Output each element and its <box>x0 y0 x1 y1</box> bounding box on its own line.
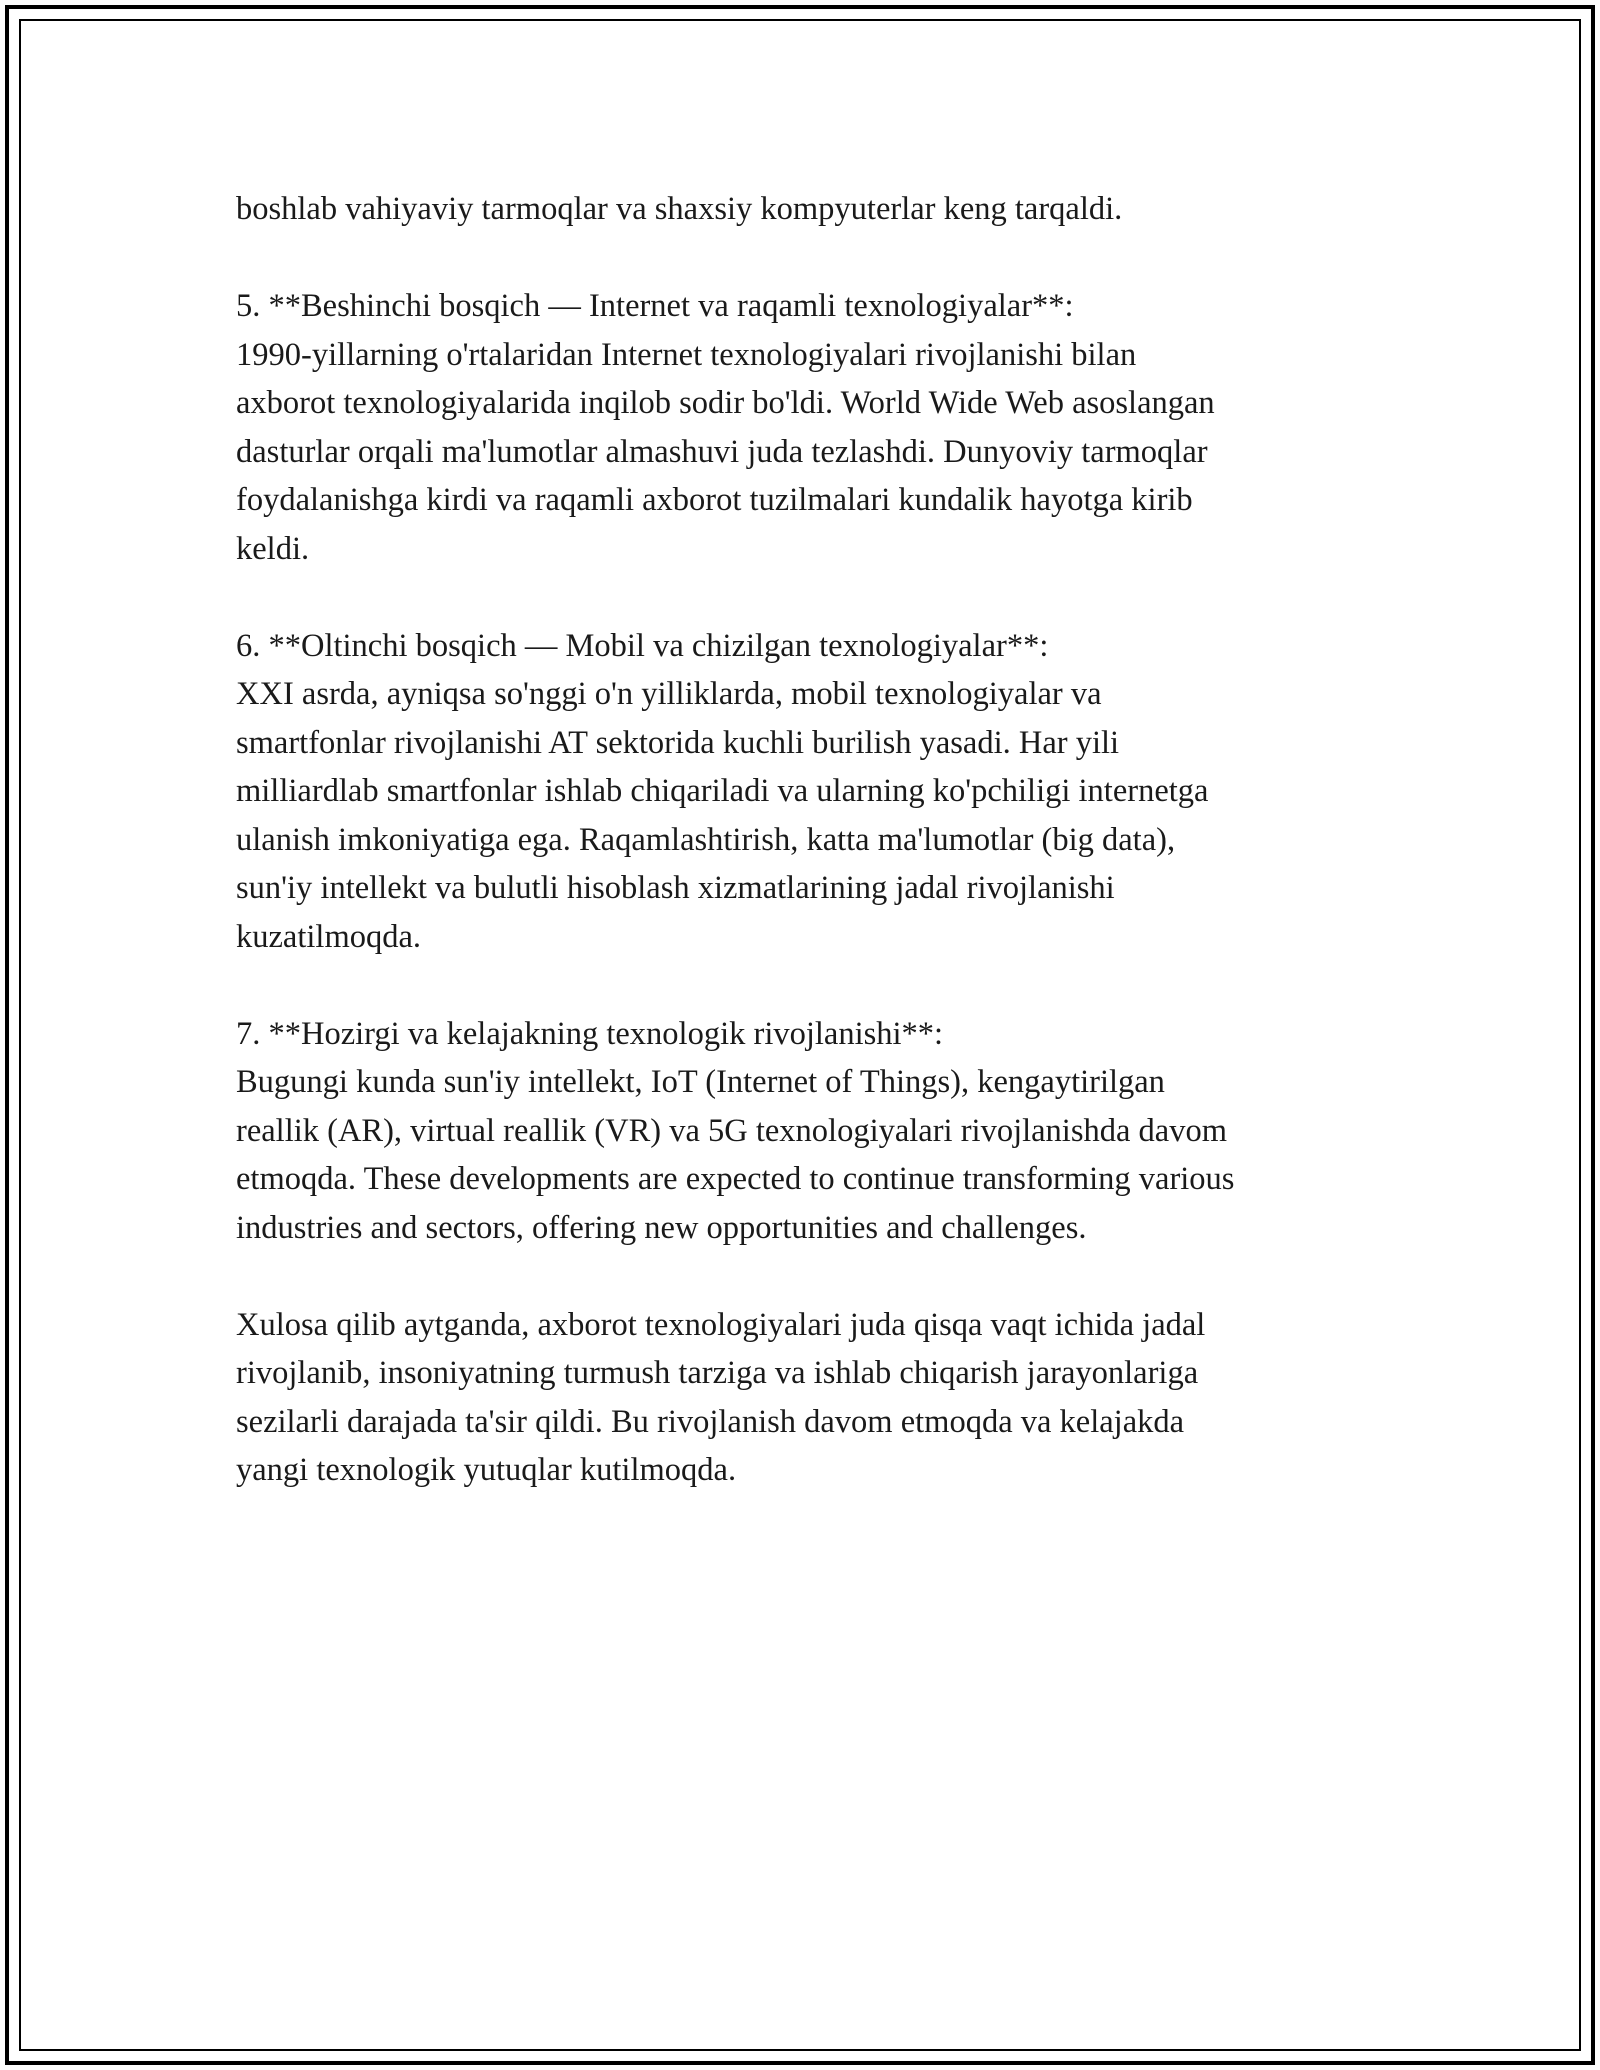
section-line: milliardlab smartfonlar ishlab chiqariladi va ularning ko'pchiligi internetga <box>236 773 1209 809</box>
paragraph-gap <box>236 961 1396 1010</box>
section-5 <box>236 282 1396 573</box>
section-line: foydalanishga kirdi va raqamli axborot tuzilmalari kundalik hayotga kirib <box>236 482 1193 518</box>
conclusion-line: Xulosa qilib aytganda, axborot texnologiyalari juda qisqa vaqt ichida jadal <box>236 1306 1206 1343</box>
conclusion-line: sezilarli darajada ta'sir qildi. Bu rivojlanish davom etmoqda va kelajakda <box>236 1403 1185 1440</box>
section-line: reallik (AR), virtual reallik (VR) va 5G texnologiyalari rivojlanishda davom <box>236 1112 1227 1149</box>
section-line: industries and sectors, offering new opportunities and challenges. <box>236 1209 1087 1246</box>
conclusion <box>236 1301 1396 1495</box>
section-6 <box>236 622 1396 962</box>
section-line: 1990-yillarning o'rtalaridan Internet texnologiyalari rivojlanishi bilan <box>236 336 1137 373</box>
paragraph-gap <box>236 1252 1396 1301</box>
section-heading: 6. **Oltinchi bosqich — Mobil va chizilgan texnologiyalar**: <box>236 627 1049 664</box>
section-7 <box>236 1010 1396 1253</box>
section-line: ulanish imkoniyatiga ega. Raqamlashtirish, katta ma'lumotlar (big data), <box>236 821 1176 858</box>
section-line: XXI asrda, ayniqsa so'nggi o'n yilliklarda, mobil texnologiyalar va <box>236 676 1102 712</box>
section-line: Bugungi kunda sun'iy intellekt, IoT (Internet of Things), kengaytirilgan <box>236 1064 1165 1100</box>
section-heading: 5. **Beshinchi bosqich — Internet va raqamli texnologiyalar**: <box>236 288 1074 324</box>
section-line: sun'iy intellekt va bulutli hisoblash xizmatlarining jadal rivojlanishi <box>236 870 1115 906</box>
intro-tail-line: boshlab vahiyaviy tarmoqlar va shaxsiy kompyuterlar keng tarqaldi. <box>236 191 1123 227</box>
section-line: smartfonlar rivojlanishi AT sektorida kuchli burilish yasadi. Har yili <box>236 724 1120 761</box>
paragraph-gap <box>236 234 1396 283</box>
section-line: axborot texnologiyalarida inqilob sodir bo'ldi. World Wide Web asoslangan <box>236 385 1215 421</box>
section-line: kuzatilmoqda. <box>236 918 422 955</box>
section-line: keldi. <box>236 530 310 567</box>
conclusion-line: yangi texnologik yutuqlar kutilmoqda. <box>236 1452 737 1488</box>
document-body <box>236 185 1396 1495</box>
paragraph-gap <box>236 573 1396 622</box>
conclusion-line: rivojlanib, insoniyatning turmush tarziga va ishlab chiqarish jarayonlariga <box>236 1355 1199 1391</box>
section-heading: 7. **Hozirgi va kelajakning texnologik rivojlanishi**: <box>236 1015 944 1052</box>
section-line: etmoqda. These developments are expected to continue transforming various <box>236 1161 1235 1197</box>
section-line: dasturlar orqali ma'lumotlar almashuvi juda tezlashdi. Dunyoviy tarmoqlar <box>236 433 1208 470</box>
